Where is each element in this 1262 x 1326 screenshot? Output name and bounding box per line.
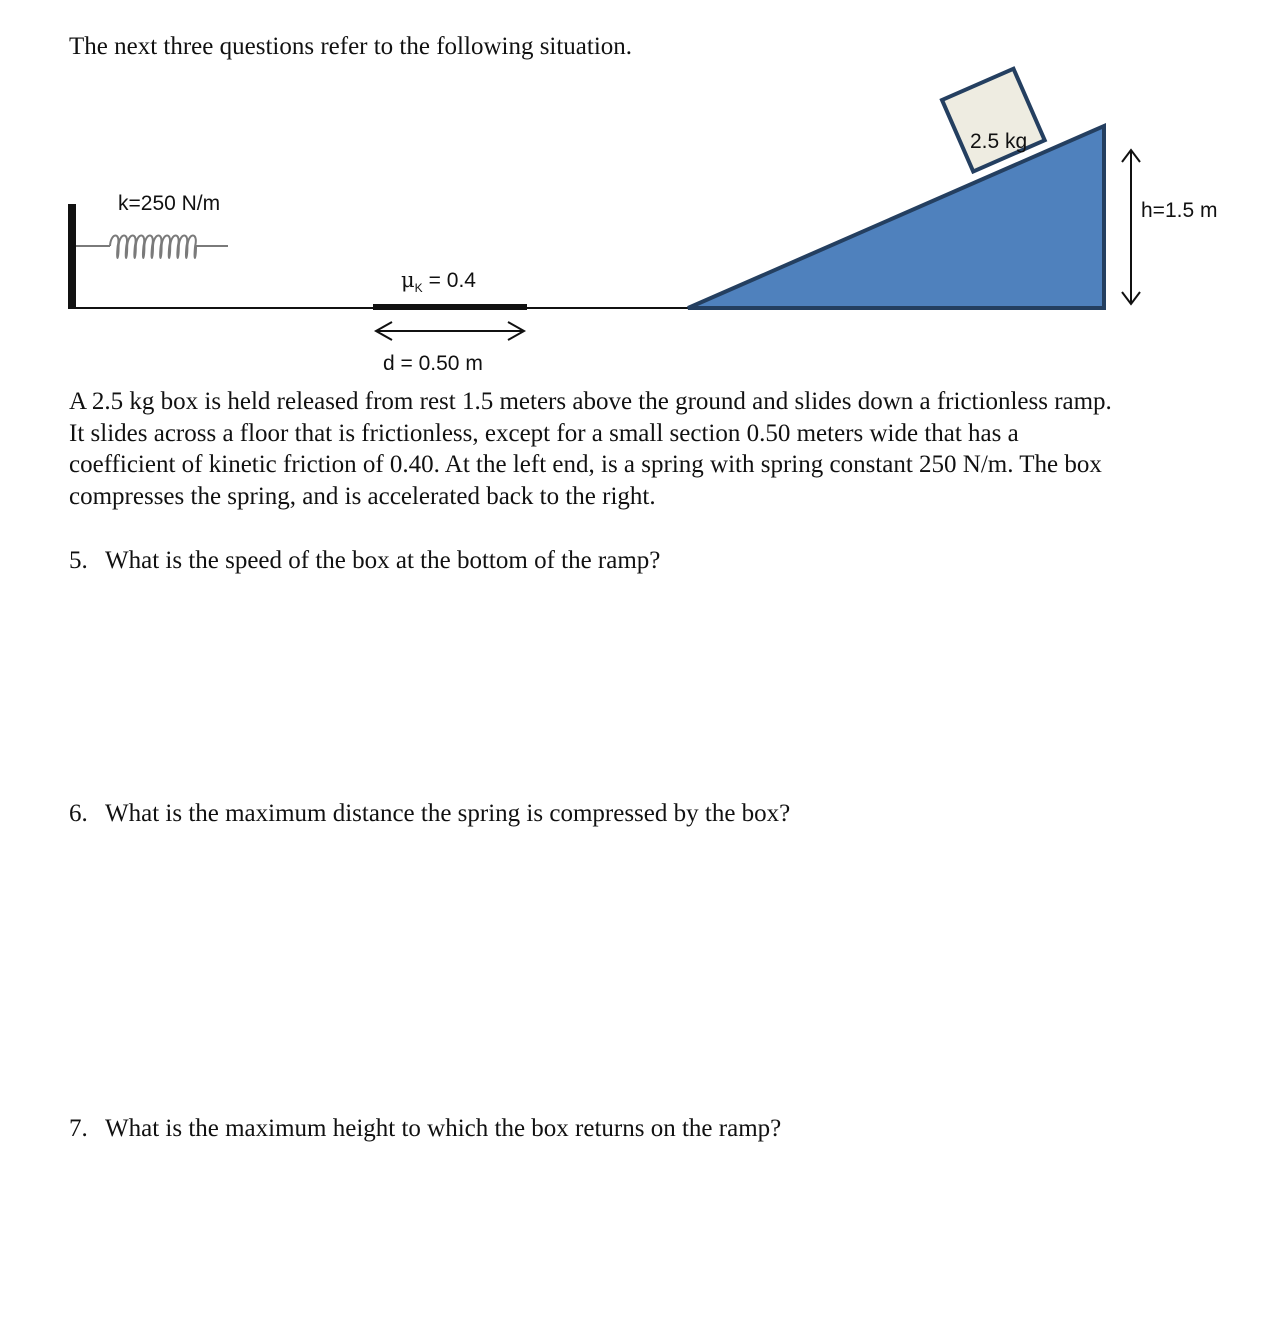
spring-icon [76,236,228,259]
mu-value: = 0.4 [428,269,476,292]
question-text: What is the maximum distance the spring is compressed by the box? [105,800,791,827]
question-text: What is the maximum height to which the box returns on the ramp? [105,1115,782,1142]
intro-text: The next three questions refer to the following situation. [69,33,633,60]
physics-diagram [0,0,1262,400]
box [942,69,1045,172]
question-6 [69,797,790,831]
wall [68,204,76,309]
question-number: 5. [69,547,88,574]
question-number: 7. [69,1115,88,1142]
question-7 [69,1112,781,1146]
spring-constant-label: k=250 N/m [118,192,221,215]
box-mass-label: 2.5 kg [970,130,1028,153]
friction-section [373,304,527,310]
mu-symbol: μ [401,268,415,292]
ramp [688,126,1104,308]
problem-description: A 2.5 kg box is held released from rest 1.5 meters above the ground and slides down a frictionless ramp. It slides across a floor that is frictionless, except for a small section 0.50 meters wide that has a coefficient of kinetic friction of 0.40. At the left end, is a spring with spring constant 250 N/m. The box compresses the spring, and is accelerated back to the right. [69,388,1112,510]
height-arrow [1122,150,1140,304]
mu-subscript: K [414,281,423,295]
question-number: 6. [69,800,88,827]
question-text: What is the speed of the box at the bottom of the ramp? [105,547,661,574]
distance-label: d = 0.50 m [383,352,483,375]
friction-coefficient-label [401,268,476,295]
question-5 [69,544,660,578]
height-label: h=1.5 m [1141,199,1218,222]
distance-arrow [376,322,524,340]
